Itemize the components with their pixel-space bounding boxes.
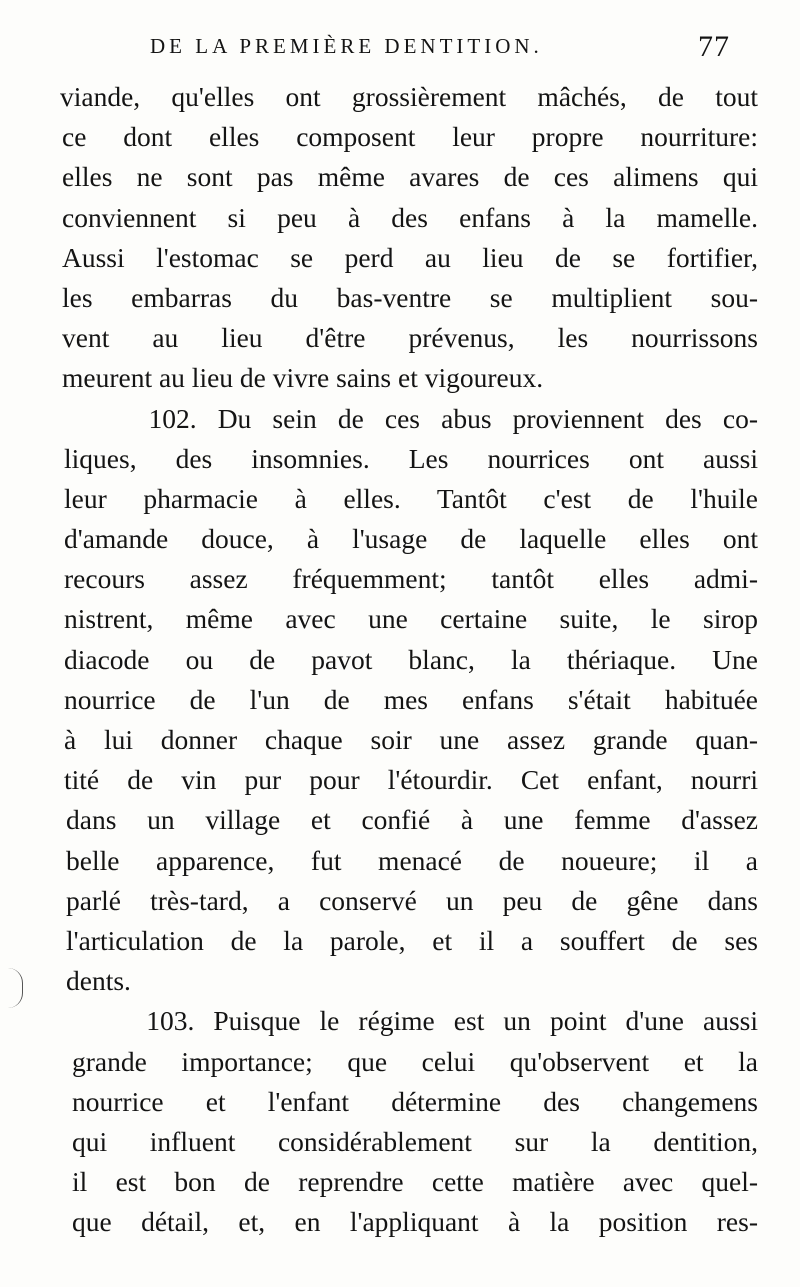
text-line: vent au lieu d'être prévenus, les nourrissons [62, 322, 758, 354]
text-line: l'articulation de la parole, et il a souffert de ses [66, 924, 758, 956]
text-line: nourrice et l'enfant détermine des changemens [72, 1085, 758, 1117]
text-line: recours assez fréquemment; tantôt elles admi- [64, 563, 758, 595]
text-line: d'amande douce, à l'usage de laquelle elles ont [64, 523, 758, 555]
text-line: tité de vin pur pour l'étourdir. Cet enfant, nourri [64, 764, 758, 796]
text-line: parlé très-tard, a conservé un peu de gêne dans [66, 884, 758, 916]
running-head [150, 30, 730, 70]
text-line: que détail, et, en l'appliquant à la position res- [72, 1206, 758, 1238]
text-line: nistrent, même avec une certaine suite, le sirop [64, 603, 758, 635]
page-number: 77 [698, 30, 730, 63]
text-line: liques, des insomnies. Les nourrices ont aussi [64, 442, 758, 474]
text-line: elles ne sont pas même avares de ces alimens qui [62, 161, 758, 193]
text-line: conviennent si peu à des enfans à la mamelle. [62, 201, 758, 233]
text-line: viande, qu'elles ont grossièrement mâchés, de tout [60, 81, 758, 112]
text-line: dents. [66, 965, 131, 997]
text-line: Aussi l'estomac se perd au lieu de se fortifier, [62, 241, 758, 273]
body-text [58, 77, 758, 1242]
text-line: belle apparence, fut menacé de noueure; il a [66, 844, 758, 876]
paragraph-102-start: 102. Du sein de ces abus proviennent des co- [64, 402, 758, 434]
text-line: nourrice de l'un de mes enfans s'était habituée [64, 683, 758, 715]
running-title: DE LA PREMIÈRE DENTITION. [150, 34, 543, 58]
margin-bracket-mark [8, 968, 23, 1008]
text-line: dans un village et confié à une femme d'assez [66, 804, 758, 836]
text-line: diacode ou de pavot blanc, la thériaque. Une [64, 643, 758, 675]
text-line: les embarras du bas-ventre se multiplient sou- [62, 281, 758, 313]
text-line: ce dont elles composent leur propre nourriture: [62, 121, 758, 153]
text-line: meurent au lieu de vivre sains et vigoureux. [62, 362, 544, 394]
text-line: grande importance; que celui qu'observent et la [72, 1045, 758, 1077]
text-line: leur pharmacie à elles. Tantôt c'est de l'huile [64, 482, 758, 514]
paragraph-103-start: 103. Puisque le régime est un point d'une aussi [70, 1005, 758, 1037]
text-line: qui influent considérablement sur la dentition, [72, 1125, 758, 1157]
text-line: il est bon de reprendre cette matière avec quel- [72, 1166, 758, 1198]
text-line: à lui donner chaque soir une assez grande quan- [64, 724, 758, 755]
